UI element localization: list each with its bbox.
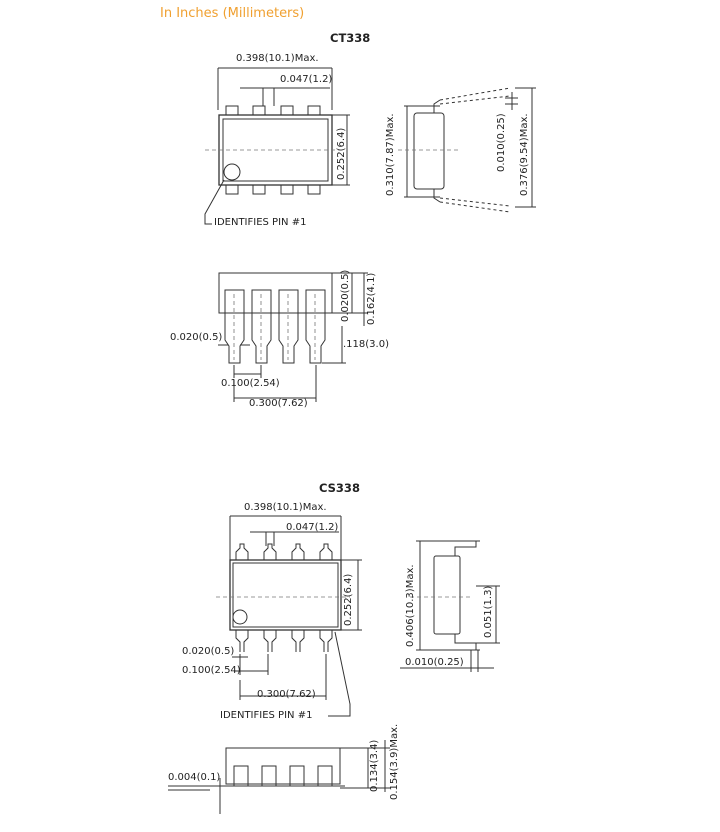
units-note: In Inches (Millimeters) (160, 6, 305, 21)
ct338-pin1-note: IDENTIFIES PIN #1 (214, 217, 307, 228)
ct338-lead-length: .118(3.0) (343, 339, 389, 350)
cs338-title: CS338 (319, 481, 360, 495)
cs338-foot-length: 0.051(1.3) (483, 585, 494, 638)
cs338-pitch: 0.100(2.54) (182, 665, 241, 676)
cs338-pin-width: 0.047(1.2) (286, 522, 339, 533)
cs338-overall-height: 0.154(3.9)Max. (389, 723, 400, 800)
ct338-pin-width: 0.047(1.2) (280, 74, 333, 85)
ct338-side-view (404, 88, 536, 212)
ct338-body-length: 0.398(10.1)Max. (236, 53, 319, 64)
cs338-overall-width: 0.406(10.3)Max. (405, 564, 416, 647)
cs338-body-length: 0.398(10.1)Max. (244, 502, 327, 513)
ct338-span: 0.300(7.62) (249, 398, 308, 409)
ct338-seating-height: 0.020(0.5) (340, 269, 351, 322)
ct338-row-spacing: 0.310(7.87)Max. (385, 113, 396, 196)
ct338-top-view (205, 68, 350, 224)
ct338-overall-height: 0.162(4.1) (366, 272, 377, 325)
cs338-pin1-note: IDENTIFIES PIN #1 (220, 710, 313, 721)
ct338-lead-thickness: 0.010(0.25) (496, 113, 507, 172)
ct338-pitch: 0.100(2.54) (221, 378, 280, 389)
ct338-title: CT338 (330, 31, 371, 45)
cs338-lead-width: 0.020(0.5) (182, 646, 235, 657)
cs338-standoff: 0.004(0.1) (168, 772, 221, 783)
cs338-lead-thickness: 0.010(0.25) (405, 657, 464, 668)
cs338-body-height: 0.134(3.4) (369, 739, 380, 792)
cs338-body-width: 0.252(6.4) (343, 573, 354, 626)
ct338-body-width: 0.252(6.4) (336, 127, 347, 180)
cs338-span: 0.300(7.62) (257, 689, 316, 700)
ct338-overall-width: 0.376(9.54)Max. (519, 113, 530, 196)
ct338-lead-width: 0.020(0.5) (170, 332, 223, 343)
